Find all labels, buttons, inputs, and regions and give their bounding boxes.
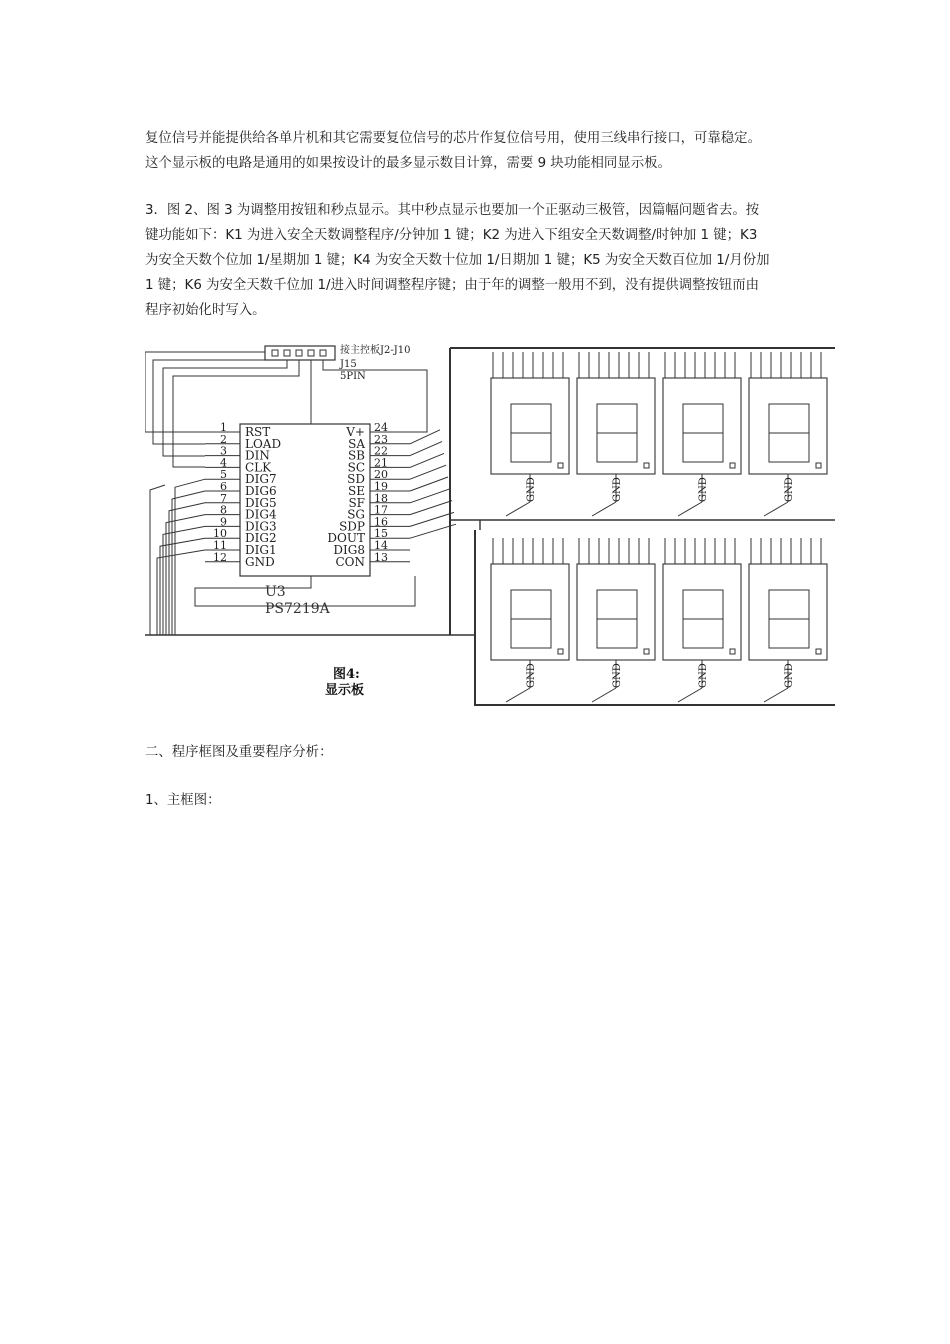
pin-name: DIG8 bbox=[333, 543, 365, 557]
text-line: 1 键；K6 为安全天数千位加 1/进入时间调整程序键；由于年的调整一般用不到，没有提供调整按钮而由 bbox=[145, 278, 760, 293]
pin-number: 7 bbox=[220, 491, 227, 505]
pin-number: 15 bbox=[374, 527, 388, 541]
decimal-point bbox=[816, 649, 821, 654]
gnd-label: GND bbox=[784, 663, 795, 688]
caption-line2: 显示板 bbox=[325, 683, 365, 698]
pin-number: 4 bbox=[220, 456, 227, 470]
pin-number: 14 bbox=[374, 539, 388, 552]
chip-name: PS7219A bbox=[265, 601, 330, 617]
decimal-point bbox=[730, 463, 735, 468]
pin-name: SA bbox=[348, 436, 365, 451]
pin-name: DIG4 bbox=[245, 507, 277, 522]
gnd-label: GND bbox=[698, 477, 709, 502]
pin-name: RST bbox=[245, 425, 271, 439]
pin-name: CLK bbox=[245, 460, 272, 475]
pin-number: 16 bbox=[374, 515, 388, 529]
pin-number: 1 bbox=[220, 421, 227, 434]
pin-number: 13 bbox=[374, 550, 388, 564]
paragraph-key-functions bbox=[145, 198, 810, 323]
connector-label: 接主控板J2-J10 bbox=[340, 345, 411, 356]
decimal-point bbox=[644, 463, 649, 468]
caption-line1: 图4: bbox=[333, 667, 360, 682]
connector-pins: 5PIN bbox=[340, 371, 366, 382]
pin-number: 8 bbox=[220, 503, 227, 517]
pin-number: 22 bbox=[374, 444, 388, 458]
pin-number: 23 bbox=[374, 432, 388, 446]
pin-name: DIG3 bbox=[245, 519, 277, 534]
gnd-label: GND bbox=[784, 477, 795, 502]
connector-pin bbox=[308, 350, 314, 356]
pin-number: 3 bbox=[220, 444, 227, 458]
chip-ref: U3 bbox=[265, 584, 286, 600]
display-board-schematic bbox=[145, 340, 835, 714]
pin-name: SF bbox=[348, 495, 365, 510]
decimal-point bbox=[644, 649, 649, 654]
pin-number: 2 bbox=[220, 432, 227, 446]
pin-number: 10 bbox=[213, 527, 227, 541]
pin-name: SB bbox=[347, 448, 365, 463]
text-line: 复位信号并能提供给各单片机和其它需要复位信号的芯片作复位信号用，使用三线串行接口，可靠稳定。 bbox=[145, 131, 761, 146]
connector-ref: J15 bbox=[340, 359, 357, 370]
text-line: 程序初始化时写入。 bbox=[145, 303, 266, 318]
pin-name: LOAD bbox=[245, 436, 282, 451]
pin-number: 6 bbox=[220, 480, 227, 493]
pin-number: 19 bbox=[374, 480, 388, 493]
pin-name: SG bbox=[347, 507, 365, 522]
pin-name: DIG5 bbox=[245, 495, 277, 510]
pin-number: 12 bbox=[213, 550, 227, 564]
pin-name: DIN bbox=[245, 448, 270, 463]
pin-number: 9 bbox=[220, 515, 227, 529]
connector-pin bbox=[296, 350, 302, 356]
gnd-label: GND bbox=[612, 663, 623, 688]
pin-name: CON bbox=[335, 554, 365, 569]
pin-name: DIG2 bbox=[245, 531, 277, 546]
pin-name: DIG7 bbox=[245, 472, 277, 487]
gnd-label: GND bbox=[698, 663, 709, 688]
text-line: 这个显示板的电路是通用的如果按设计的最多显示数目计算，需要 9 块功能相同显示板。 bbox=[145, 156, 671, 171]
text-line: 3．图 2、图 3 为调整用按钮和秒点显示。其中秒点显示也要加一个正驱动三极管，因篇幅问题省去。按 bbox=[145, 203, 760, 218]
pin-number: 20 bbox=[374, 468, 388, 482]
section-heading-main-chart: 1、主框图： bbox=[145, 793, 221, 808]
decimal-point bbox=[558, 463, 563, 468]
pin-name: GND bbox=[245, 554, 275, 569]
gnd-label: GND bbox=[526, 663, 537, 688]
pin-name: V+ bbox=[346, 425, 365, 439]
gnd-label: GND bbox=[526, 477, 537, 502]
pin-number: 18 bbox=[374, 491, 388, 505]
pin-number: 21 bbox=[374, 456, 388, 470]
pin-number: 11 bbox=[213, 539, 227, 552]
pin-number: 24 bbox=[374, 421, 388, 434]
pin-name: SE bbox=[348, 484, 365, 498]
pin-name: DIG6 bbox=[245, 484, 277, 498]
paragraph-reset-and-board bbox=[145, 126, 810, 176]
pin-number: 17 bbox=[374, 503, 388, 517]
pin-name: SD bbox=[347, 472, 365, 487]
decimal-point bbox=[816, 463, 821, 468]
section-heading-program: 二、程序框图及重要程序分析： bbox=[145, 745, 333, 760]
connector-pin bbox=[272, 350, 278, 356]
pin-name: DIG1 bbox=[245, 543, 277, 557]
decimal-point bbox=[558, 649, 563, 654]
text-line: 键功能如下：K1 为进入安全天数调整程序/分钟加 1 键；K2 为进入下组安全天数调整/时钟加 1 键；K3 bbox=[145, 228, 758, 243]
pin-number: 5 bbox=[220, 468, 227, 482]
connector-pin bbox=[320, 350, 326, 356]
pin-name: SDP bbox=[339, 519, 365, 534]
pin-name: SC bbox=[347, 460, 365, 475]
text-line: 为安全天数个位加 1/星期加 1 键；K4 为安全天数十位加 1/日期加 1 键；K5 为安全天数百位加 1/月份加 bbox=[145, 253, 770, 268]
pin-name: DOUT bbox=[327, 531, 365, 546]
decimal-point bbox=[730, 649, 735, 654]
gnd-label: GND bbox=[612, 477, 623, 502]
connector-pin bbox=[284, 350, 290, 356]
